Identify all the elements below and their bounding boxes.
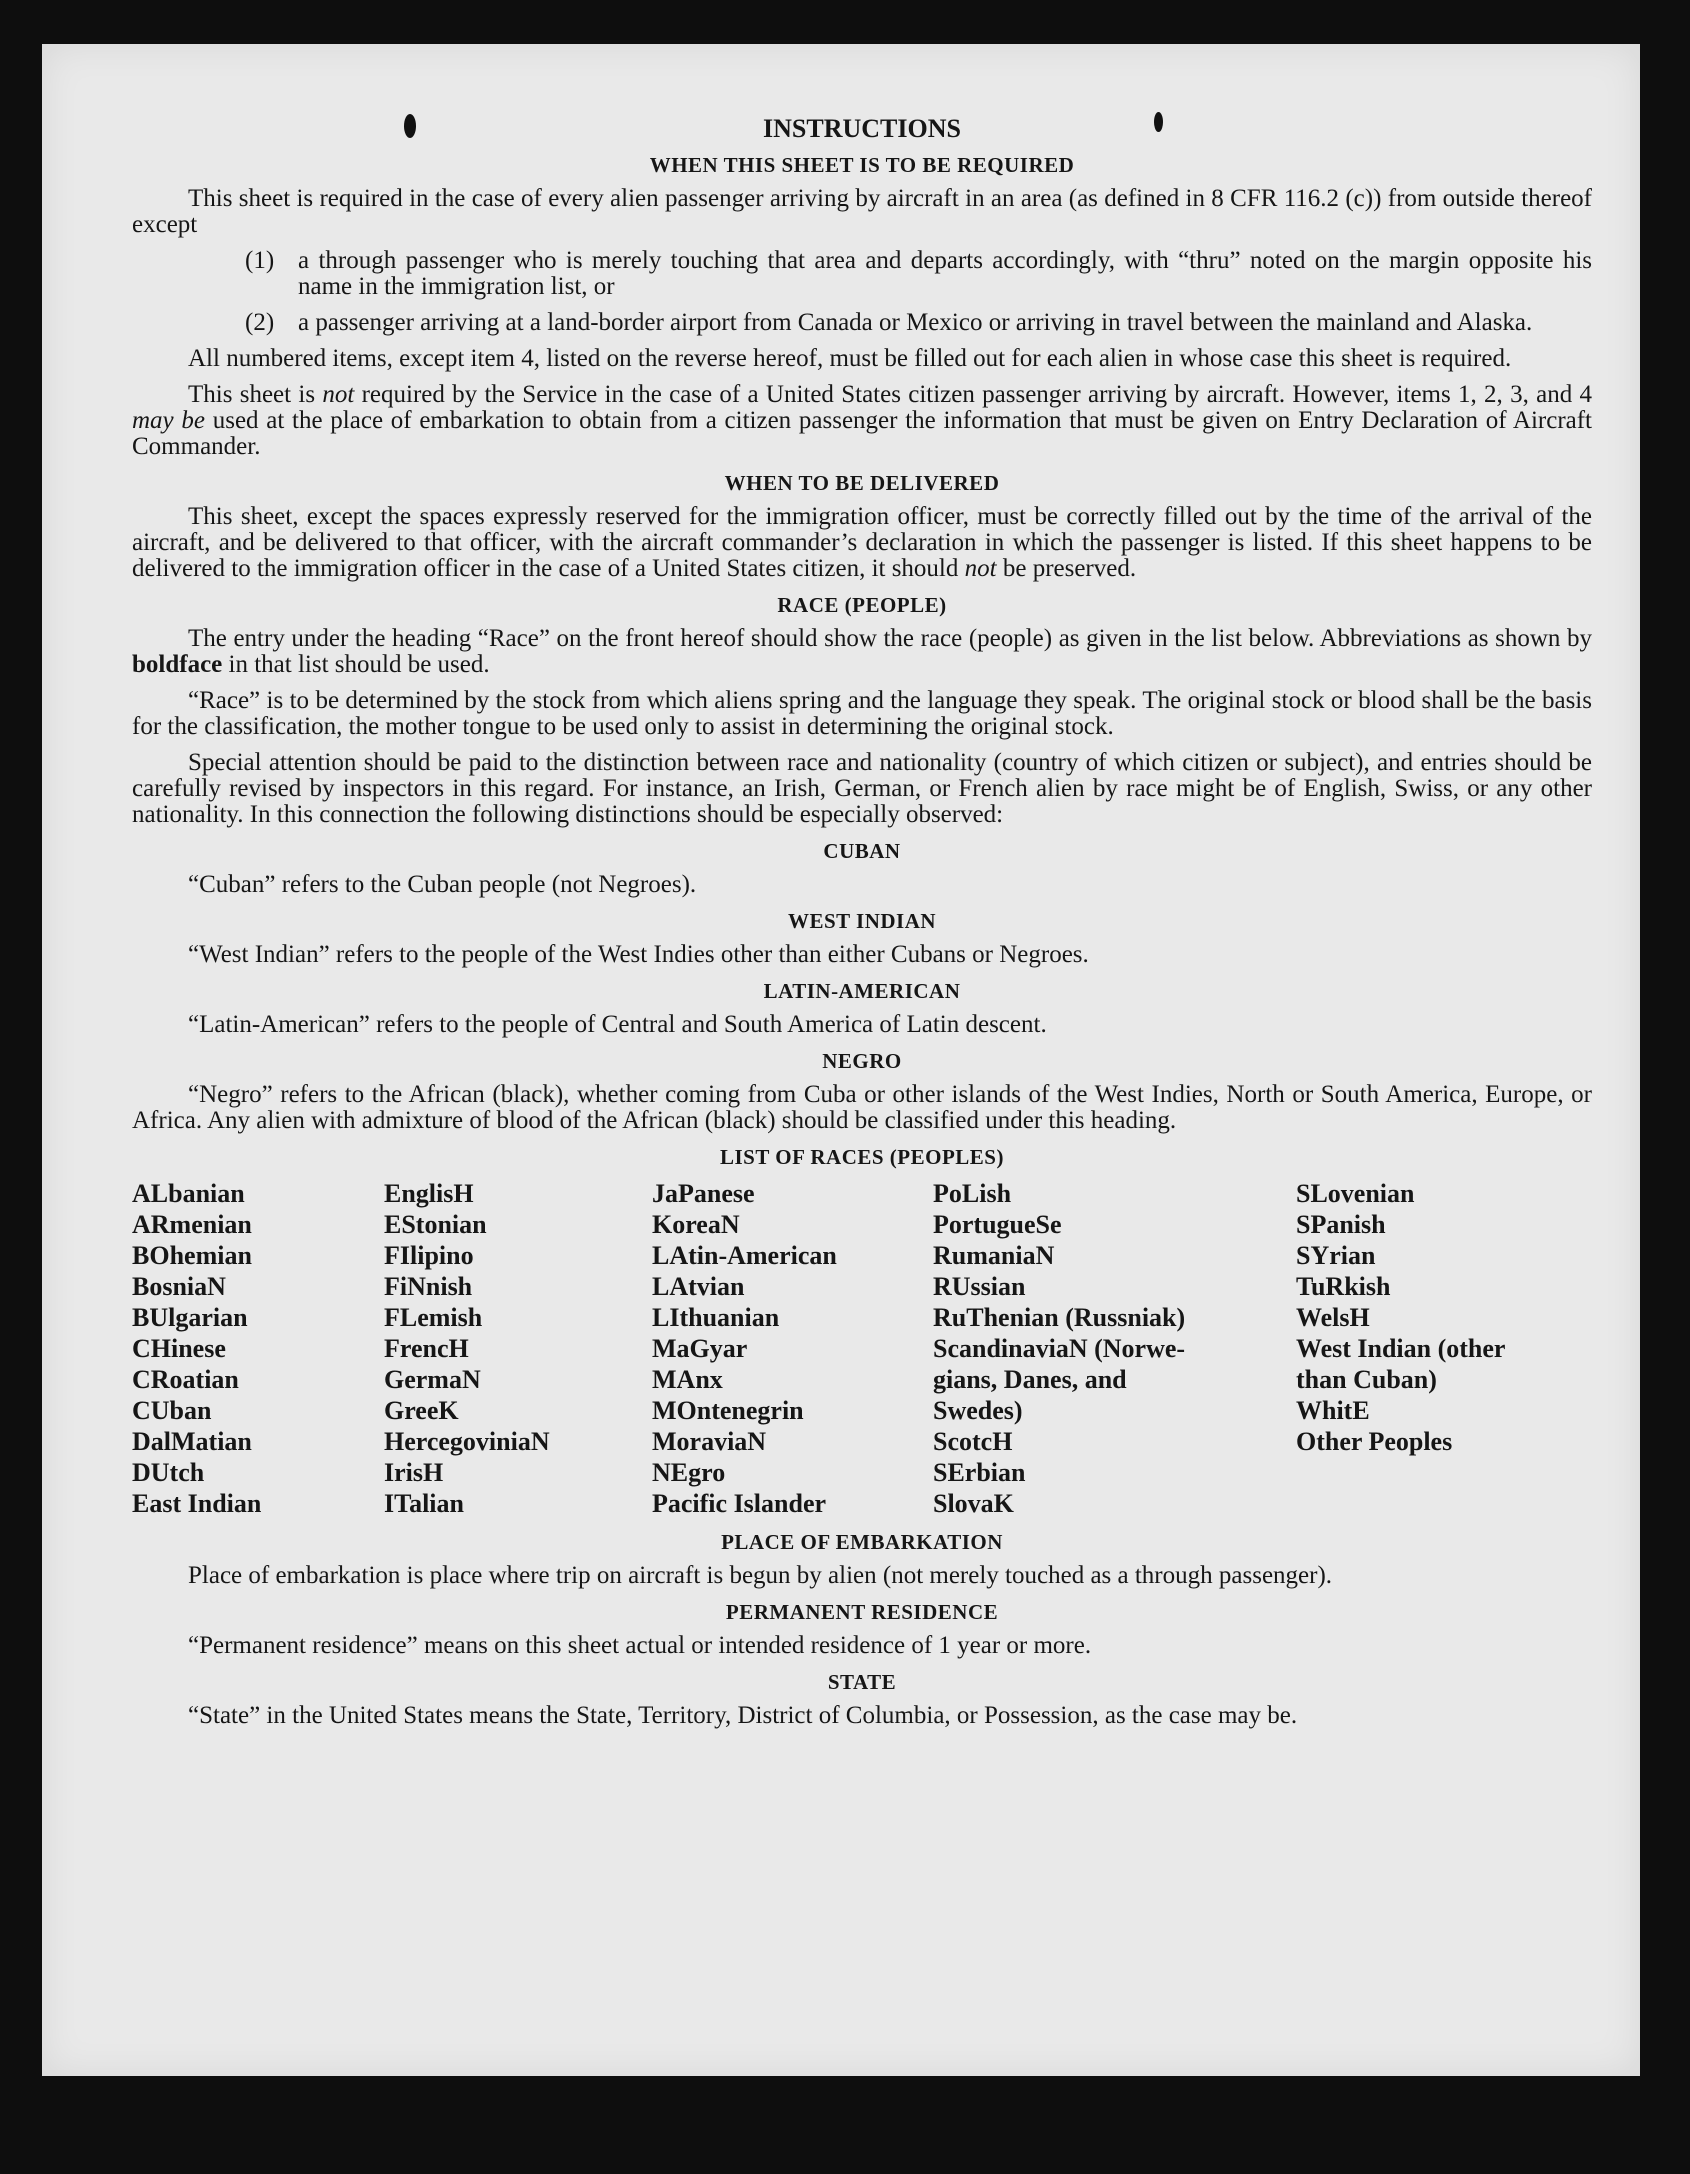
race-entry: SYrian	[1296, 1241, 1376, 1270]
race-entry: RumaniaN	[933, 1241, 1055, 1270]
text-run-italic: not	[964, 555, 997, 582]
race-entry: BOhemian	[132, 1241, 252, 1270]
heading-embarkation: PLACE OF EMBARKATION	[721, 1530, 1003, 1554]
race-entry: Swedes)	[933, 1396, 1023, 1425]
paragraph-west-indian: “West Indian” refers to the people of the West Indies other than either Cubans or Negroes.	[188, 941, 1089, 968]
race-entry: ALbanian	[132, 1179, 245, 1208]
race-entry: NEgro	[652, 1458, 726, 1487]
paragraph-race-nationality: Special attention should be paid to the distinction between race and nationality (country of which citizen or subject), and entries should be carefully revised by inspectors in this regard. For instance, an Irish, German, or French alien by race might be of English, Swiss, or any other nationality. In this connection the following distinctions should be especially observed:	[132, 749, 1592, 828]
text-run: in that list should be used.	[222, 651, 490, 678]
paragraph-numbered-items: All numbered items, except item 4, listed on the reverse hereof, must be filled out for each alien in whose case this sheet is required.	[188, 345, 1512, 372]
paragraph-embarkation: Place of embarkation is place where trip on aircraft is begun by alien (not merely touched as a through passenger).	[188, 1562, 1333, 1589]
document-content	[132, 116, 1592, 1739]
race-entry: FLemish	[384, 1303, 483, 1332]
race-entry: HercegoviniaN	[384, 1427, 550, 1456]
heading-when-required: WHEN THIS SHEET IS TO BE REQUIRED	[649, 153, 1075, 177]
race-entry: LIthuanian	[652, 1303, 780, 1332]
races-column-5	[1296, 1178, 1592, 1519]
race-entry: East Indian	[132, 1489, 262, 1518]
race-entry: GreeK	[384, 1396, 459, 1425]
exception-item-2	[245, 310, 1592, 336]
text-run: used at the place of embarkation to obtain from a citizen passenger the information that must be given on Entry Declaration of Aircraft Commander.	[132, 407, 1593, 460]
race-entry: RuThenian (Russniak)	[933, 1303, 1186, 1332]
heading-list-of-races: LIST OF RACES (PEOPLES)	[720, 1145, 1004, 1169]
race-entry: WhitE	[1296, 1396, 1370, 1425]
paragraph-negro: “Negro” refers to the African (black), whether coming from Cuba or other islands of the West Indies, North or South America, Europe, or Africa. Any alien with admixture of blood of the African (black) should be classified under this heading.	[132, 1081, 1592, 1134]
race-entry: MoraviaN	[652, 1427, 767, 1456]
item-number: (2)	[245, 309, 275, 336]
text-run: The entry under the heading “Race” on the front hereof should show the race (people) as given in the list below. Abbreviations as shown by	[188, 625, 1592, 652]
text-run-italic: may be	[132, 407, 205, 434]
race-entry: West Indian (other	[1296, 1334, 1506, 1363]
heading-west-indian: WEST INDIAN	[787, 909, 937, 933]
race-entry: CUban	[132, 1396, 212, 1425]
races-column-4	[933, 1178, 1296, 1519]
race-entry: PoLish	[933, 1179, 1012, 1208]
race-entry: ITalian	[384, 1489, 464, 1518]
heading-residence: PERMANENT RESIDENCE	[725, 1600, 999, 1624]
race-entry: DUtch	[132, 1458, 205, 1487]
item-text: a through passenger who is merely touching that area and departs accordingly, with “thru” noted on the margin opposite his name in the immigration list, or	[298, 247, 1592, 300]
race-entry: PortugueSe	[933, 1210, 1062, 1239]
heading-state: STATE	[827, 1670, 897, 1694]
race-entry: ARmenian	[132, 1210, 252, 1239]
race-entry: SLovenian	[1296, 1179, 1415, 1208]
race-entry: Pacific Islander	[652, 1489, 827, 1518]
paragraph-race-entry	[132, 626, 1592, 678]
race-entry: DalMatian	[132, 1427, 252, 1456]
exception-item-1	[245, 248, 1592, 300]
item-text: a passenger arriving at a land-border airport from Canada or Mexico or arriving in travel between the mainland and Alaska.	[298, 309, 1533, 336]
paragraph-cuban: “Cuban” refers to the Cuban people (not Negroes).	[188, 871, 697, 898]
race-entry: RUssian	[933, 1272, 1026, 1301]
text-run-italic: not	[322, 381, 355, 408]
race-entry: LAtin-American	[652, 1241, 837, 1270]
race-entry: FIlipino	[384, 1241, 474, 1270]
races-list	[132, 1178, 1592, 1519]
race-entry: IrisH	[384, 1458, 444, 1487]
page-title: INSTRUCTIONS	[763, 114, 961, 143]
race-entry: ScotcH	[933, 1427, 1013, 1456]
race-entry: than Cuban)	[1296, 1365, 1437, 1394]
race-entry: BUlgarian	[132, 1303, 248, 1332]
document-page	[42, 44, 1640, 2076]
race-entry: GermaN	[384, 1365, 481, 1394]
race-entry: JaPanese	[652, 1179, 755, 1208]
races-column-1	[132, 1178, 384, 1519]
race-entry: FrencH	[384, 1334, 469, 1363]
race-entry: KoreaN	[652, 1210, 740, 1239]
item-number: (1)	[245, 247, 275, 274]
paragraph-latin-american: “Latin-American” refers to the people of Central and South America of Latin descent.	[188, 1011, 1047, 1038]
heading-when-delivered: WHEN TO BE DELIVERED	[724, 471, 1000, 495]
race-entry: MOntenegrin	[652, 1396, 804, 1425]
race-entry: ScandinaviaN (Norwe-	[933, 1334, 1186, 1363]
text-run: This sheet is	[188, 381, 323, 408]
race-entry: FiNnish	[384, 1272, 473, 1301]
paragraph-state: “State” in the United States means the State, Territory, District of Columbia, or Possession, as the case may be.	[188, 1702, 1298, 1729]
text-run: This sheet, except the spaces expressly reserved for the immigration officer, must be correctly filled out by the time of the arrival of the aircraft, and be delivered to that officer, with the aircraft commander’s declaration in which the passenger is listed. If this sheet happens to be delivered to the immigration officer in the case of a United States citizen, it should	[132, 503, 1592, 582]
race-entry: MAnx	[652, 1365, 723, 1394]
races-column-3	[652, 1178, 933, 1519]
text-run: be preserved.	[996, 555, 1137, 582]
paragraph-citizen	[132, 382, 1592, 460]
heading-race: RACE (PEOPLE)	[777, 593, 947, 617]
text-run-bold: boldface	[132, 651, 223, 678]
heading-latin-american: LATIN-AMERICAN	[763, 979, 961, 1003]
race-entry: MaGyar	[652, 1334, 748, 1363]
races-column-2	[384, 1178, 652, 1519]
race-entry: LAtvian	[652, 1272, 745, 1301]
paragraph-delivery	[132, 504, 1592, 582]
heading-cuban: CUBAN	[823, 839, 901, 863]
race-entry: EnglisH	[384, 1179, 474, 1208]
paragraph-residence: “Permanent residence” means on this sheet actual or intended residence of 1 year or more.	[188, 1632, 1092, 1659]
race-entry: EStonian	[384, 1210, 487, 1239]
text-run: required by the Service in the case of a United States citizen passenger arriving by aircraft. However, items 1, 2, 3, and 4	[354, 381, 1592, 408]
race-entry: gians, Danes, and	[933, 1365, 1127, 1394]
race-entry: CRoatian	[132, 1365, 239, 1394]
heading-negro: NEGRO	[822, 1049, 902, 1073]
paragraph-required-intro: This sheet is required in the case of every alien passenger arriving by aircraft in an area (as defined in 8 CFR 116.2 (c)) from outside thereof except	[132, 185, 1592, 238]
race-entry: SlovaK	[933, 1489, 1014, 1518]
race-entry: BosniaN	[132, 1272, 226, 1301]
race-entry: WelsH	[1296, 1303, 1370, 1332]
race-entry: SErbian	[933, 1458, 1026, 1487]
race-entry: CHinese	[132, 1334, 226, 1363]
race-entry: TuRkish	[1296, 1272, 1391, 1301]
race-entry: Other Peoples	[1296, 1427, 1453, 1456]
paragraph-race-stock: “Race” is to be determined by the stock from which aliens spring and the language they speak. The original stock or blood shall be the basis for the classification, the mother tongue to be used only to assist in determining the original stock.	[132, 687, 1592, 740]
race-entry: SPanish	[1296, 1210, 1386, 1239]
